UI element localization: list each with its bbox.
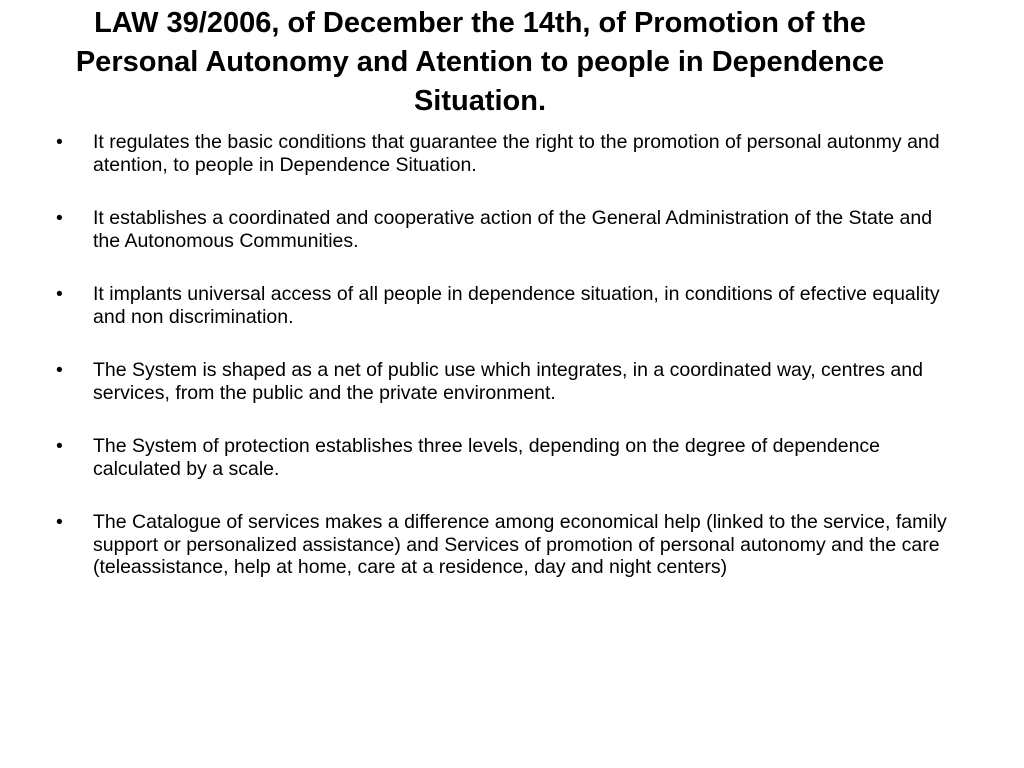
bullet-icon: • [56,283,63,305]
list-item [56,283,961,328]
bullet-icon: • [56,435,63,457]
list-item [56,511,961,579]
bullet-list [56,131,961,610]
list-item [56,435,961,480]
bullet-text: It regulates the basic conditions that guarantee the right to the promotion of personal autonmy and atention, to people in Dependence Situation. [93,131,940,176]
list-item [56,207,961,252]
bullet-icon: • [56,359,63,381]
bullet-text: The Catalogue of services makes a difference among economical help (linked to the service, family support or personalized assistance) and Services of promotion of personal autonomy and the care (teleassistance, help at home, care at a residence, day and night centers) [93,511,947,578]
bullet-icon: • [56,131,63,153]
bullet-text: The System is shaped as a net of public use which integrates, in a coordinated way, centres and services, from the public and the private environment. [93,359,923,404]
slide-title: LAW 39/2006, of December the 14th, of Promotion of the Personal Autonomy and Atention to people in Dependence Situation. [75,7,885,117]
bullet-icon: • [56,207,63,229]
list-item [56,359,961,404]
bullet-text: It establishes a coordinated and cooperative action of the General Administration of the State and the Autonomous Communities. [93,207,933,252]
bullet-icon: • [56,511,63,533]
bullet-text: It implants universal access of all people in dependence situation, in conditions of efective equality and non discrimination. [93,283,940,328]
list-item [56,131,961,176]
bullet-text: The System of protection establishes three levels, depending on the degree of dependence calculated by a scale. [93,435,881,480]
